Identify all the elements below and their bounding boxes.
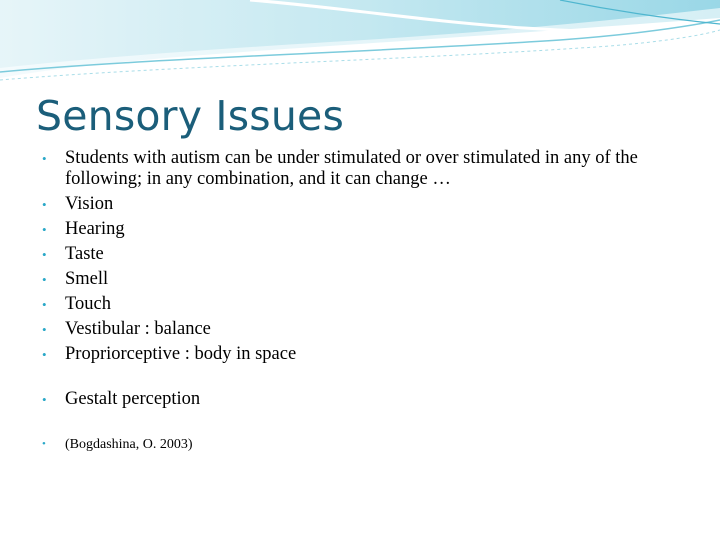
- bullet-text: Smell: [65, 269, 109, 289]
- secondary-list: [40, 389, 680, 410]
- bullet-text: Students with autism can be under stimulated or over stimulated in any of the following; in any combination, and it can change …: [65, 148, 638, 189]
- bullet-text: Vision: [65, 194, 114, 214]
- bullet-icon: •: [42, 392, 47, 407]
- bullet-list: [40, 148, 680, 365]
- list-item: [40, 389, 680, 410]
- bullet-text: Vestibular : balance: [65, 319, 211, 339]
- list-item: [40, 434, 680, 455]
- bullet-icon: •: [42, 322, 47, 337]
- bullet-text: Touch: [65, 294, 111, 314]
- list-item: [40, 148, 680, 190]
- list-item: [40, 344, 680, 365]
- bullet-icon: •: [42, 297, 47, 312]
- bullet-icon: •: [42, 151, 47, 166]
- bullet-text: Propriorceptive : body in space: [65, 344, 297, 364]
- bullet-icon: •: [42, 272, 47, 287]
- list-item: [40, 219, 680, 240]
- bullet-text: Hearing: [65, 219, 125, 239]
- list-item: [40, 194, 680, 215]
- list-item: [40, 319, 680, 340]
- list-item: [40, 269, 680, 290]
- list-item: [40, 294, 680, 315]
- spacer: [40, 414, 680, 434]
- bullet-icon: •: [42, 438, 46, 450]
- bullet-text: Taste: [65, 244, 104, 264]
- bullet-icon: •: [42, 197, 47, 212]
- decorative-wave-header: [0, 0, 720, 90]
- bullet-icon: •: [42, 222, 47, 237]
- list-item: [40, 244, 680, 265]
- bullet-icon: •: [42, 247, 47, 262]
- slide-title: Sensory Issues: [36, 92, 345, 140]
- bullet-icon: •: [42, 347, 47, 362]
- gestalt-text: Gestalt perception: [65, 389, 201, 409]
- citation-list: [40, 434, 680, 455]
- slide-body: [40, 148, 680, 459]
- citation-text: (Bogdashina, O. 2003): [65, 437, 193, 452]
- spacer: [40, 369, 680, 389]
